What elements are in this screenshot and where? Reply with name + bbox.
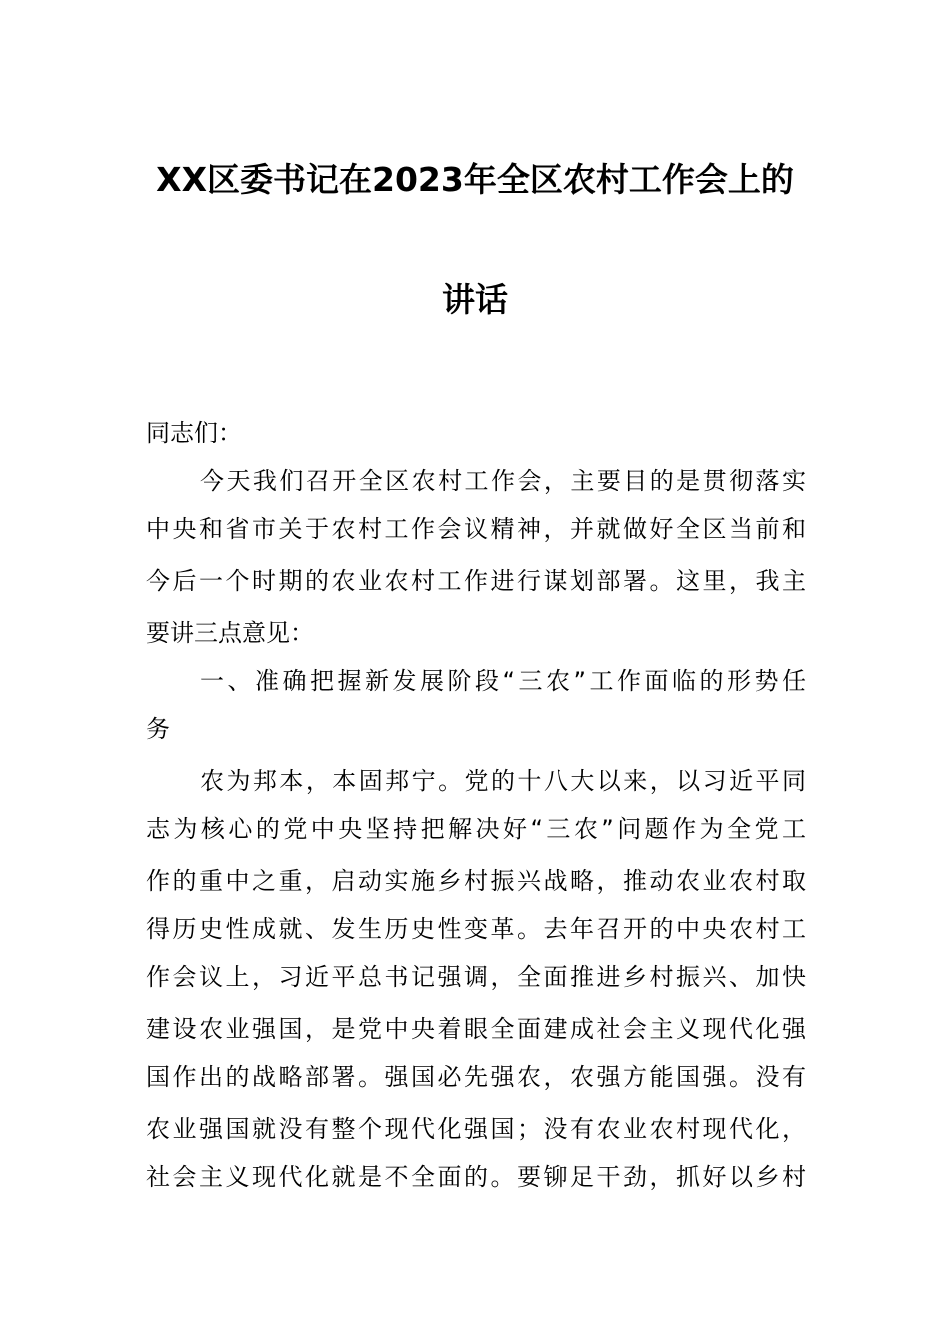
paragraph-line: 得历史性成就、发生历史性变革。去年召开的中央农村工 (146, 915, 806, 943)
section-heading-line: 一、准确把握新发展阶段“三农”工作面临的形势任 (200, 667, 806, 695)
paragraph-line: 作的重中之重，启动实施乡村振兴战略，推动农业农村取 (146, 867, 806, 895)
paragraph-line: 要讲三点意见： (146, 619, 314, 647)
document-title-line-1: XX区委书记在2023年全区农村工作会上的 (156, 160, 794, 199)
document-title-line-2: 讲话 (442, 280, 508, 319)
paragraph-line: 建设农业强国，是党中央着眼全面建成社会主义现代化强 (146, 1015, 806, 1043)
section-heading-line: 务 (146, 715, 170, 743)
paragraph-line: 农为邦本，本固邦宁。党的十八大以来，以习近平同 (200, 767, 806, 795)
paragraph-line: 社会主义现代化就是不全面的。要铆足干劲，抓好以乡村 (146, 1163, 806, 1191)
salutation: 同志们： (146, 419, 242, 447)
paragraph-line: 中央和省市关于农村工作会议精神，并就做好全区当前和 (146, 515, 806, 543)
paragraph-line: 国作出的战略部署。强国必先强农，农强方能国强。没有 (146, 1063, 806, 1091)
paragraph-line: 农业强国就没有整个现代化强国；没有农业农村现代化， (146, 1115, 806, 1143)
paragraph-line: 志为核心的党中央坚持把解决好“三农”问题作为全党工 (146, 815, 806, 843)
paragraph-line: 作会议上，习近平总书记强调，全面推进乡村振兴、加快 (146, 963, 806, 991)
paragraph-line: 今天我们召开全区农村工作会，主要目的是贯彻落实 (200, 467, 806, 495)
paragraph-line: 今后一个时期的农业农村工作进行谋划部署。这里，我主 (146, 567, 806, 595)
